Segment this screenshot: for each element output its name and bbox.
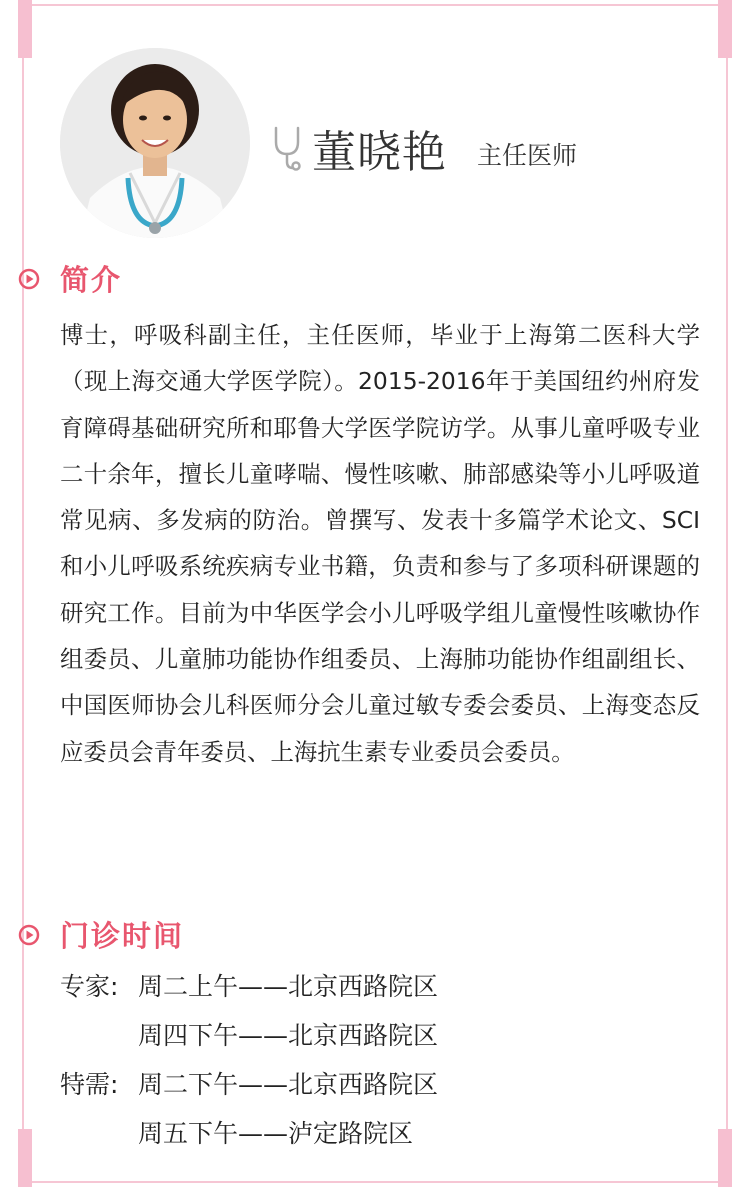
- doctor-biography: 博士，呼吸科副主任，主任医师，毕业于上海第二医科大学（现上海交通大学医学院）。2015-2016年于美国纽约州府发育障碍基础研究所和耶鲁大学医学院访学。从事儿童呼吸专业二十余年，擅长儿童哮喘、慢性咳嗽、肺部感染等小儿呼吸道常见病、多发病的防治。曾撰写、发表十多篇学术论文、SCI和小儿呼吸系统疾病专业书籍，负责和参与了多项科研课题的研究工作。目前为中华医学会小儿呼吸学组儿童慢性咳嗽协作组委员、儿童肺功能协作组委员、上海肺功能协作组副组长、中国医师协会儿科医师分会儿童过敏专委会委员、上海变态反应委员会青年委员、上海抗生素专业委员会委员。: [60, 321, 700, 766]
- schedule-label: [60, 1011, 138, 1060]
- clinic-title: 门诊时间: [60, 919, 185, 953]
- schedule-label: 专家:: [60, 972, 119, 1001]
- doctor-portrait-icon: [60, 48, 250, 238]
- clinic-schedule: [60, 962, 700, 1158]
- clinic-section-header: [18, 914, 184, 955]
- frame-bottom-border: [30, 1181, 720, 1183]
- schedule-time: 周二下午——北京西路院区: [138, 1070, 439, 1099]
- schedule-time: 周五下午——泸定路院区: [138, 1119, 414, 1148]
- doctor-title: 主任医师: [477, 141, 578, 170]
- play-bullet-icon: [18, 268, 40, 290]
- stethoscope-icon: [270, 124, 304, 172]
- doctor-avatar: [60, 48, 250, 238]
- schedule-label: [60, 1109, 138, 1158]
- doctor-header: [270, 118, 577, 178]
- schedule-label: 特需:: [60, 1070, 119, 1099]
- frame-right-border: [726, 30, 728, 1157]
- play-bullet-icon: [18, 924, 40, 946]
- frame-corner-top-right: [718, 0, 732, 58]
- schedule-row: [60, 962, 700, 1011]
- schedule-time: 周二上午——北京西路院区: [138, 972, 439, 1001]
- frame-corner-top-left: [18, 0, 32, 58]
- frame-left-border: [22, 30, 24, 1157]
- doctor-name: 董晓艳: [312, 127, 447, 178]
- frame-corner-bottom-left: [18, 1129, 32, 1187]
- frame-corner-bottom-right: [718, 1129, 732, 1187]
- frame-top-border: [30, 4, 720, 6]
- intro-title: 简介: [60, 263, 123, 297]
- intro-section-header: [18, 258, 122, 299]
- schedule-row: [60, 1109, 700, 1158]
- schedule-time: 周四下午——北京西路院区: [138, 1021, 439, 1050]
- schedule-row: [60, 1060, 700, 1109]
- schedule-row: [60, 1011, 700, 1060]
